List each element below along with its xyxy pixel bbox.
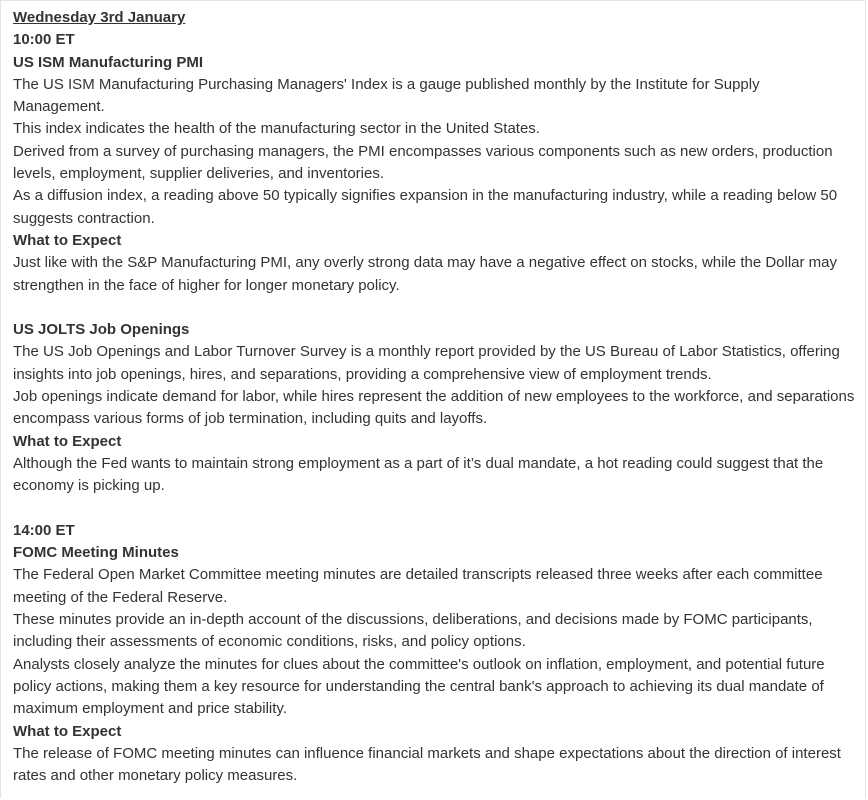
event-paragraph: As a diffusion index, a reading above 50 typically signifies expansion in the manufacturing industry, while a reading below 50 suggests contraction.: [13, 187, 838, 227]
event-paragraph: The US ISM Manufacturing Purchasing Managers' Index is a gauge published monthly by the Institute for Supply Management.: [13, 75, 760, 116]
what-to-expect-heading: What to Expect: [13, 231, 122, 249]
what-to-expect-text: Although the Fed wants to maintain strong employment as a part of it’s dual mandate, a hot reading could suggest that the economy is picking up.: [13, 454, 824, 495]
event-paragraph: Derived from a survey of purchasing managers, the PMI encompasses various components such as new orders, production levels, employment, supplier deliveries, and inventories.: [13, 142, 833, 183]
time-heading: 14:00 ET: [13, 521, 75, 539]
what-to-expect-text: Just like with the S&P Manufacturing PMI, any overly strong data may have a negative effect on stocks, while the Dollar may strengthen in the face of higher for longer monetary policy.: [13, 254, 838, 294]
spacer: [13, 498, 855, 520]
what-to-expect-text: The release of FOMC meeting minutes can influence financial markets and shape expectations about the direction of interest rates and other monetary policy measures.: [13, 744, 841, 785]
what-to-expect-heading: What to Expect: [13, 722, 122, 740]
event-jolts: [13, 319, 855, 497]
event-paragraph: This index indicates the health of the manufacturing sector in the United States.: [13, 120, 540, 138]
event-ism-pmi: [13, 52, 855, 297]
event-paragraph: Job openings indicate demand for labor, while hires represent the addition of new employees to the workforce, and separations encompass various forms of job termination, including quits and layoffs.: [13, 388, 855, 428]
what-to-expect-heading: What to Expect: [13, 432, 122, 450]
event-fomc-minutes: [13, 542, 855, 787]
spacer: [13, 297, 855, 319]
event-title: US ISM Manufacturing PMI: [13, 53, 204, 71]
event-paragraph: These minutes provide an in-depth account of the discussions, deliberations, and decisions made by FOMC participants, including their assessments of economic conditions, risks, and policy options.: [13, 611, 813, 651]
date-heading: Wednesday 3rd January: [13, 9, 186, 26]
event-title: US JOLTS Job Openings: [13, 321, 190, 339]
event-title: FOMC Meeting Minutes: [13, 544, 179, 562]
event-paragraph: The US Job Openings and Labor Turnover Survey is a monthly report provided by the US Bureau of Labor Statistics, offering insights into job openings, hires, and separations, providing a comprehensive view of employment trends.: [13, 343, 840, 383]
event-paragraph: The Federal Open Market Committee meeting minutes are detailed transcripts released three weeks after each committee meeting of the Federal Reserve.: [13, 566, 823, 606]
time-heading: 10:00 ET: [13, 31, 75, 49]
event-paragraph: Analysts closely analyze the minutes for clues about the committee's outlook on inflation, employment, and potential future policy actions, making them a key resource for understanding the central bank's approach to achieving its dual mandate of maximum employment and price stability.: [13, 655, 825, 718]
